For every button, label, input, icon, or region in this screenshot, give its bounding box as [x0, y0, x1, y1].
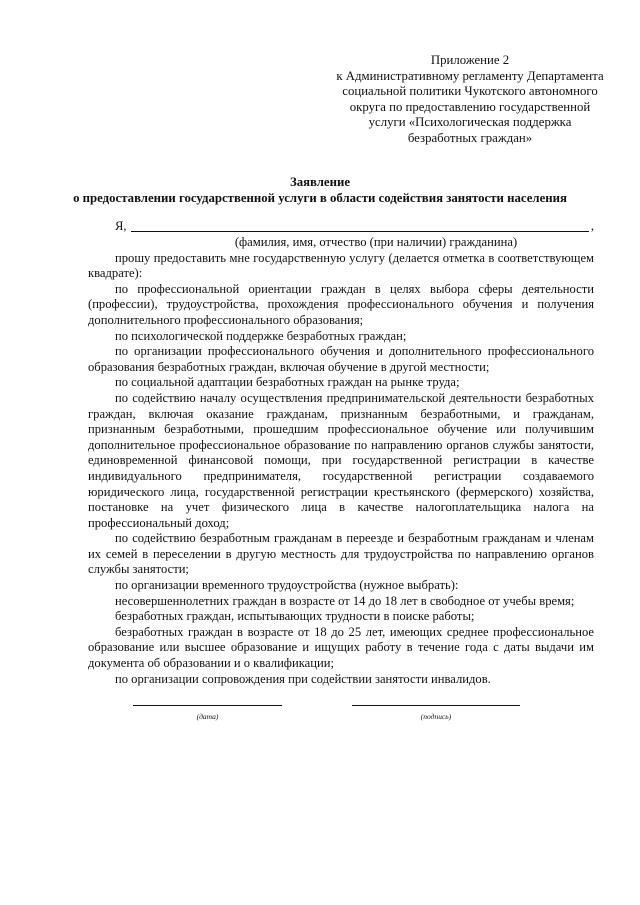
intro-text: прошу предоставить мне государственную услугу (делается отметка в соответствующем квадрате):: [88, 250, 594, 281]
application-body: [88, 219, 594, 687]
temporary-employment-option[interactable]: безработных граждан в возрасте от 18 до 25 лет, имеющих среднее профессиональное образование или высшее образование и ищущих работу в течение года с даты выдачи им документа об образовании и о квалификации;: [88, 624, 594, 671]
applicant-name-field[interactable]: [131, 219, 589, 232]
appendix-line: Приложение 2: [430, 53, 510, 67]
name-suffix: ,: [590, 219, 594, 234]
service-option[interactable]: по психологической поддержке безработных граждан;: [115, 328, 407, 343]
appendix-line: услуги «Психологическая поддержка: [368, 115, 572, 130]
date-caption: (дата): [196, 712, 219, 721]
appendix-header: [300, 53, 640, 147]
service-option[interactable]: по организации временного трудоустройства (нужное выбрать):: [115, 578, 459, 593]
appendix-line: безработных граждан»: [407, 130, 533, 145]
appendix-line: округа по предоставлению государственной: [349, 99, 591, 114]
signature-field[interactable]: [352, 705, 520, 706]
signature-block: [0, 705, 640, 735]
service-option[interactable]: по содействию началу осуществления предпринимательской деятельности безработных граждан, включая оказание гражданам, признанным безработными, и гражданам, признанным безработными, прошедшим профессиональное обучение или получившим дополнительное профессиональное образование по направлению органов службы занятости, единовременной финансовой помощи, при государственной регистрации в качестве индивидуального предпринимателя, государственной регистрации создаваемого юридического лица, государственной регистрации крестьянского (фермерского) хозяйства, постановке на учет физического лица в качестве налогоплательщика налога на профессиональный доход;: [88, 390, 594, 530]
name-field-caption: (фамилия, имя, отчество (при наличии) гражданина): [234, 235, 518, 249]
temporary-employment-option[interactable]: несовершеннолетних граждан в возрасте от 14 до 18 лет в свободное от учебы время;: [115, 593, 575, 608]
appendix-line: социальной политики Чукотского автономного: [342, 84, 598, 99]
title-line-2: о предоставлении государственной услуги в области содействия занятости населения: [73, 190, 567, 205]
applicant-name-row: [88, 219, 594, 235]
service-option[interactable]: по социальной адаптации безработных граждан на рынке труда;: [115, 375, 460, 390]
service-option[interactable]: по организации профессионального обучения и дополнительного профессионального образования безработных граждан, включая обучение в другой местности;: [88, 344, 594, 374]
appendix-line: к Административному регламенту Департамента: [336, 68, 604, 83]
title-line-1: Заявление: [289, 175, 351, 189]
signature-caption: (подпись): [420, 712, 452, 721]
document-title: [0, 175, 640, 206]
name-prefix: Я,: [115, 219, 127, 234]
service-option[interactable]: по профессиональной ориентации граждан в целях выбора сферы деятельности (профессии), трудоустройства, прохождения профессионального обучения и получения дополнительного профессионального образования;: [88, 281, 594, 327]
date-field[interactable]: [133, 705, 282, 706]
service-option[interactable]: по организации сопровождения при содействии занятости инвалидов.: [115, 671, 491, 686]
service-option[interactable]: по содействию безработным гражданам в переезде и безработным гражданам и членам их семей в переселении в другую местность для трудоустройства по направлению органов службы занятости;: [88, 531, 594, 577]
temporary-employment-option[interactable]: безработных граждан, испытывающих трудности в поиске работы;: [115, 609, 475, 624]
